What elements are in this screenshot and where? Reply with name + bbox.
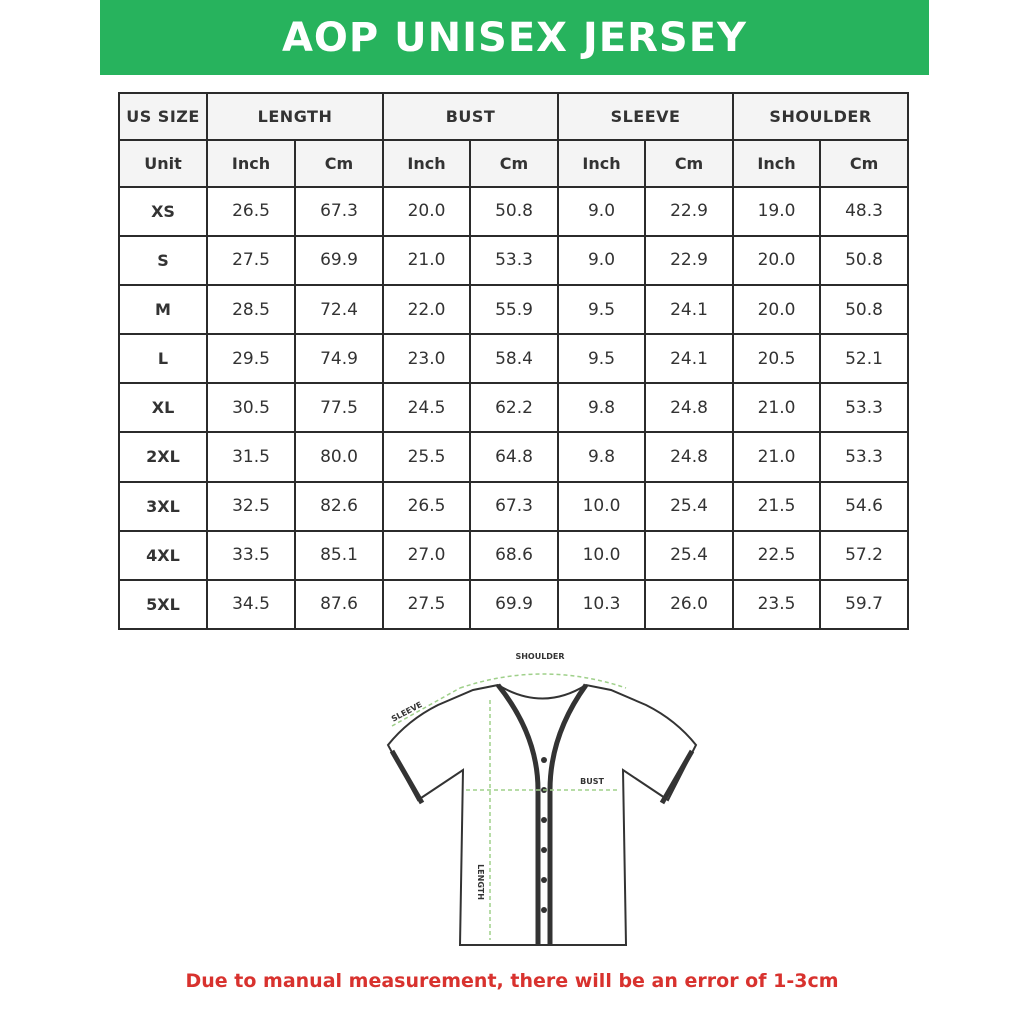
measurement-cell: 68.6 [470,531,558,580]
measurement-cell: 24.5 [383,383,470,432]
size-cell: 3XL [119,482,207,531]
header-length: LENGTH [207,93,383,140]
measurement-cell: 31.5 [207,432,295,481]
measurement-cell: 69.9 [470,580,558,629]
unit-cell: Cm [295,140,383,187]
measurement-cell: 50.8 [820,285,908,334]
measurement-cell: 80.0 [295,432,383,481]
measurement-cell: 21.0 [733,383,820,432]
corner-header: US SIZE [119,93,207,140]
length-label: LENGTH [476,864,485,900]
measurement-cell: 21.5 [733,482,820,531]
shoulder-label: SHOULDER [515,652,565,661]
measurement-cell: 53.3 [820,383,908,432]
measurement-cell: 19.0 [733,187,820,236]
measurement-cell: 10.0 [558,531,645,580]
size-cell: 4XL [119,531,207,580]
size-row [119,285,908,334]
size-chart-table [118,92,909,630]
measurement-cell: 50.8 [470,187,558,236]
size-row [119,482,908,531]
measurement-cell: 22.0 [383,285,470,334]
measurement-cell: 57.2 [820,531,908,580]
size-row [119,236,908,285]
measurement-note: Due to manual measurement, there will be an error of 1-3cm [185,970,839,992]
header-sleeve: SLEEVE [558,93,733,140]
measurement-cell: 87.6 [295,580,383,629]
measurement-cell: 27.0 [383,531,470,580]
header-shoulder: SHOULDER [733,93,908,140]
measurement-cell: 22.9 [645,187,733,236]
size-cell: XL [119,383,207,432]
measurement-cell: 27.5 [207,236,295,285]
measurement-cell: 25.4 [645,482,733,531]
measurement-cell: 52.1 [820,334,908,383]
measurement-cell: 29.5 [207,334,295,383]
unit-cell: Inch [733,140,820,187]
measurement-cell: 67.3 [295,187,383,236]
measurement-cell: 26.5 [383,482,470,531]
measurement-cell: 67.3 [470,482,558,531]
measurement-cell: 58.4 [470,334,558,383]
measurement-cell: 20.0 [733,285,820,334]
measurement-cell: 26.0 [645,580,733,629]
measurement-cell: 22.5 [733,531,820,580]
size-cell: XS [119,187,207,236]
measurement-cell: 50.8 [820,236,908,285]
measurement-cell: 20.5 [733,334,820,383]
unit-header: Unit [119,140,207,187]
jersey-outline-icon [388,685,696,945]
unit-cell: Inch [558,140,645,187]
measurement-cell: 20.0 [383,187,470,236]
measurement-cell: 24.1 [645,285,733,334]
measurement-cell: 21.0 [383,236,470,285]
measurement-cell: 27.5 [383,580,470,629]
measurement-cell: 53.3 [820,432,908,481]
size-row [119,334,908,383]
measurement-cell: 21.0 [733,432,820,481]
measurement-cell: 9.8 [558,432,645,481]
measurement-cell: 23.5 [733,580,820,629]
measurement-cell: 48.3 [820,187,908,236]
measurement-cell: 85.1 [295,531,383,580]
size-row [119,187,908,236]
measurement-cell: 32.5 [207,482,295,531]
unit-cell: Inch [207,140,295,187]
measurement-cell: 24.8 [645,432,733,481]
size-row [119,432,908,481]
unit-cell: Inch [383,140,470,187]
title-banner [100,0,929,75]
header-row [119,93,908,140]
measurement-cell: 72.4 [295,285,383,334]
measurement-cell: 9.0 [558,187,645,236]
unit-row [119,140,908,187]
measurement-cell: 20.0 [733,236,820,285]
unit-cell: Cm [645,140,733,187]
measurement-cell: 26.5 [207,187,295,236]
measurement-cell: 77.5 [295,383,383,432]
measurement-cell: 34.5 [207,580,295,629]
size-row [119,383,908,432]
measurement-cell: 64.8 [470,432,558,481]
measurement-cell: 53.3 [470,236,558,285]
measurement-cell: 24.8 [645,383,733,432]
page-title: AOP UNISEX JERSEY [281,14,748,61]
measurement-cell: 10.0 [558,482,645,531]
measurement-cell: 9.5 [558,285,645,334]
measurement-cell: 82.6 [295,482,383,531]
size-row [119,531,908,580]
measurement-cell: 62.2 [470,383,558,432]
header-bust: BUST [383,93,558,140]
measurement-cell: 69.9 [295,236,383,285]
bust-label: BUST [580,777,604,786]
measurement-cell: 9.8 [558,383,645,432]
measurement-cell: 54.6 [820,482,908,531]
size-cell: L [119,334,207,383]
jersey-measurement-diagram [378,640,708,960]
sleeve-label: SLEEVE [389,699,424,724]
measurement-cell: 74.9 [295,334,383,383]
measurement-cell: 22.9 [645,236,733,285]
size-row [119,580,908,629]
measurement-cell: 30.5 [207,383,295,432]
unit-cell: Cm [820,140,908,187]
measurement-cell: 23.0 [383,334,470,383]
measurement-cell: 24.1 [645,334,733,383]
measurement-cell: 28.5 [207,285,295,334]
size-cell: M [119,285,207,334]
unit-cell: Cm [470,140,558,187]
measurement-cell: 33.5 [207,531,295,580]
size-chart-body [119,93,908,629]
measurement-cell: 59.7 [820,580,908,629]
measurement-cell: 25.4 [645,531,733,580]
size-cell: S [119,236,207,285]
measurement-cell: 9.0 [558,236,645,285]
size-cell: 5XL [119,580,207,629]
measurement-cell: 55.9 [470,285,558,334]
measurement-cell: 10.3 [558,580,645,629]
measurement-cell: 25.5 [383,432,470,481]
size-cell: 2XL [119,432,207,481]
measurement-cell: 9.5 [558,334,645,383]
